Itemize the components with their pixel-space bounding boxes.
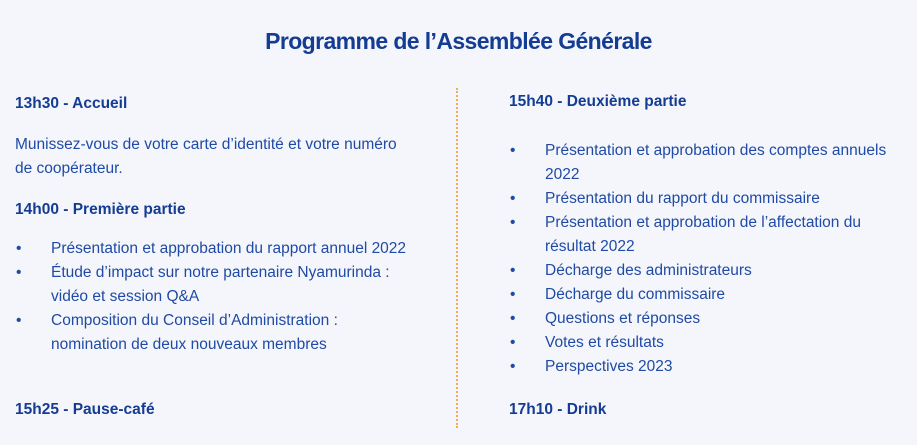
- list-item-text: Présentation et approbation des comptes annuels 2022: [545, 142, 887, 183]
- column-divider: [456, 88, 458, 428]
- list-item-text: Présentation du rapport du commissaire: [545, 190, 820, 207]
- bullet-icon: •: [510, 142, 516, 159]
- bullet-icon: •: [510, 214, 516, 231]
- bullet-icon: •: [16, 264, 22, 281]
- bullet-icon: •: [510, 190, 516, 207]
- deuxieme-partie-heading: 15h40 - Deuxième partie: [509, 93, 687, 110]
- bullet-icon: •: [510, 262, 516, 279]
- list-item-text: Décharge des administrateurs: [545, 262, 752, 279]
- list-item: [15, 261, 415, 309]
- bullet-icon: •: [510, 334, 516, 351]
- premiere-partie-list: [15, 237, 415, 357]
- list-item: [509, 355, 904, 379]
- bullet-icon: •: [510, 310, 516, 327]
- list-item-text: Perspectives 2023: [545, 358, 673, 375]
- drink-heading: 17h10 - Drink: [509, 401, 607, 418]
- list-item: [509, 283, 904, 307]
- list-item: [509, 331, 904, 355]
- list-item: [15, 309, 415, 357]
- accueil-text: Munissez-vous de votre carte d’identité et votre numéro de coopérateur.: [15, 136, 397, 177]
- list-item-text: Étude d’impact sur notre partenaire Nyamurinda : vidéo et session Q&A: [51, 264, 390, 305]
- list-item: [509, 211, 904, 259]
- list-item-text: Présentation et approbation du rapport annuel 2022: [51, 240, 407, 257]
- accueil-heading: 13h30 - Accueil: [15, 95, 128, 112]
- list-item-text: Votes et résultats: [545, 334, 664, 351]
- list-item-text: Décharge du commissaire: [545, 286, 726, 303]
- list-item: [509, 259, 904, 283]
- list-item: [509, 139, 904, 187]
- deuxieme-partie-list: [509, 139, 904, 379]
- pause-cafe-heading: 15h25 - Pause-café: [15, 401, 155, 418]
- bullet-icon: •: [510, 358, 516, 375]
- bullet-icon: •: [16, 312, 22, 329]
- bullet-icon: •: [16, 240, 22, 257]
- page-title: Programme de l’Assemblée Générale: [265, 28, 652, 54]
- list-item: [509, 187, 904, 211]
- list-item: [15, 237, 415, 261]
- list-item-text: Présentation et approbation de l’affectation du résultat 2022: [545, 214, 861, 255]
- bullet-icon: •: [510, 286, 516, 303]
- list-item-text: Composition du Conseil d’Administration : nomination de deux nouveaux membres: [51, 312, 338, 353]
- list-item: [509, 307, 904, 331]
- premiere-partie-heading: 14h00 - Première partie: [15, 201, 186, 218]
- list-item-text: Questions et réponses: [545, 310, 701, 327]
